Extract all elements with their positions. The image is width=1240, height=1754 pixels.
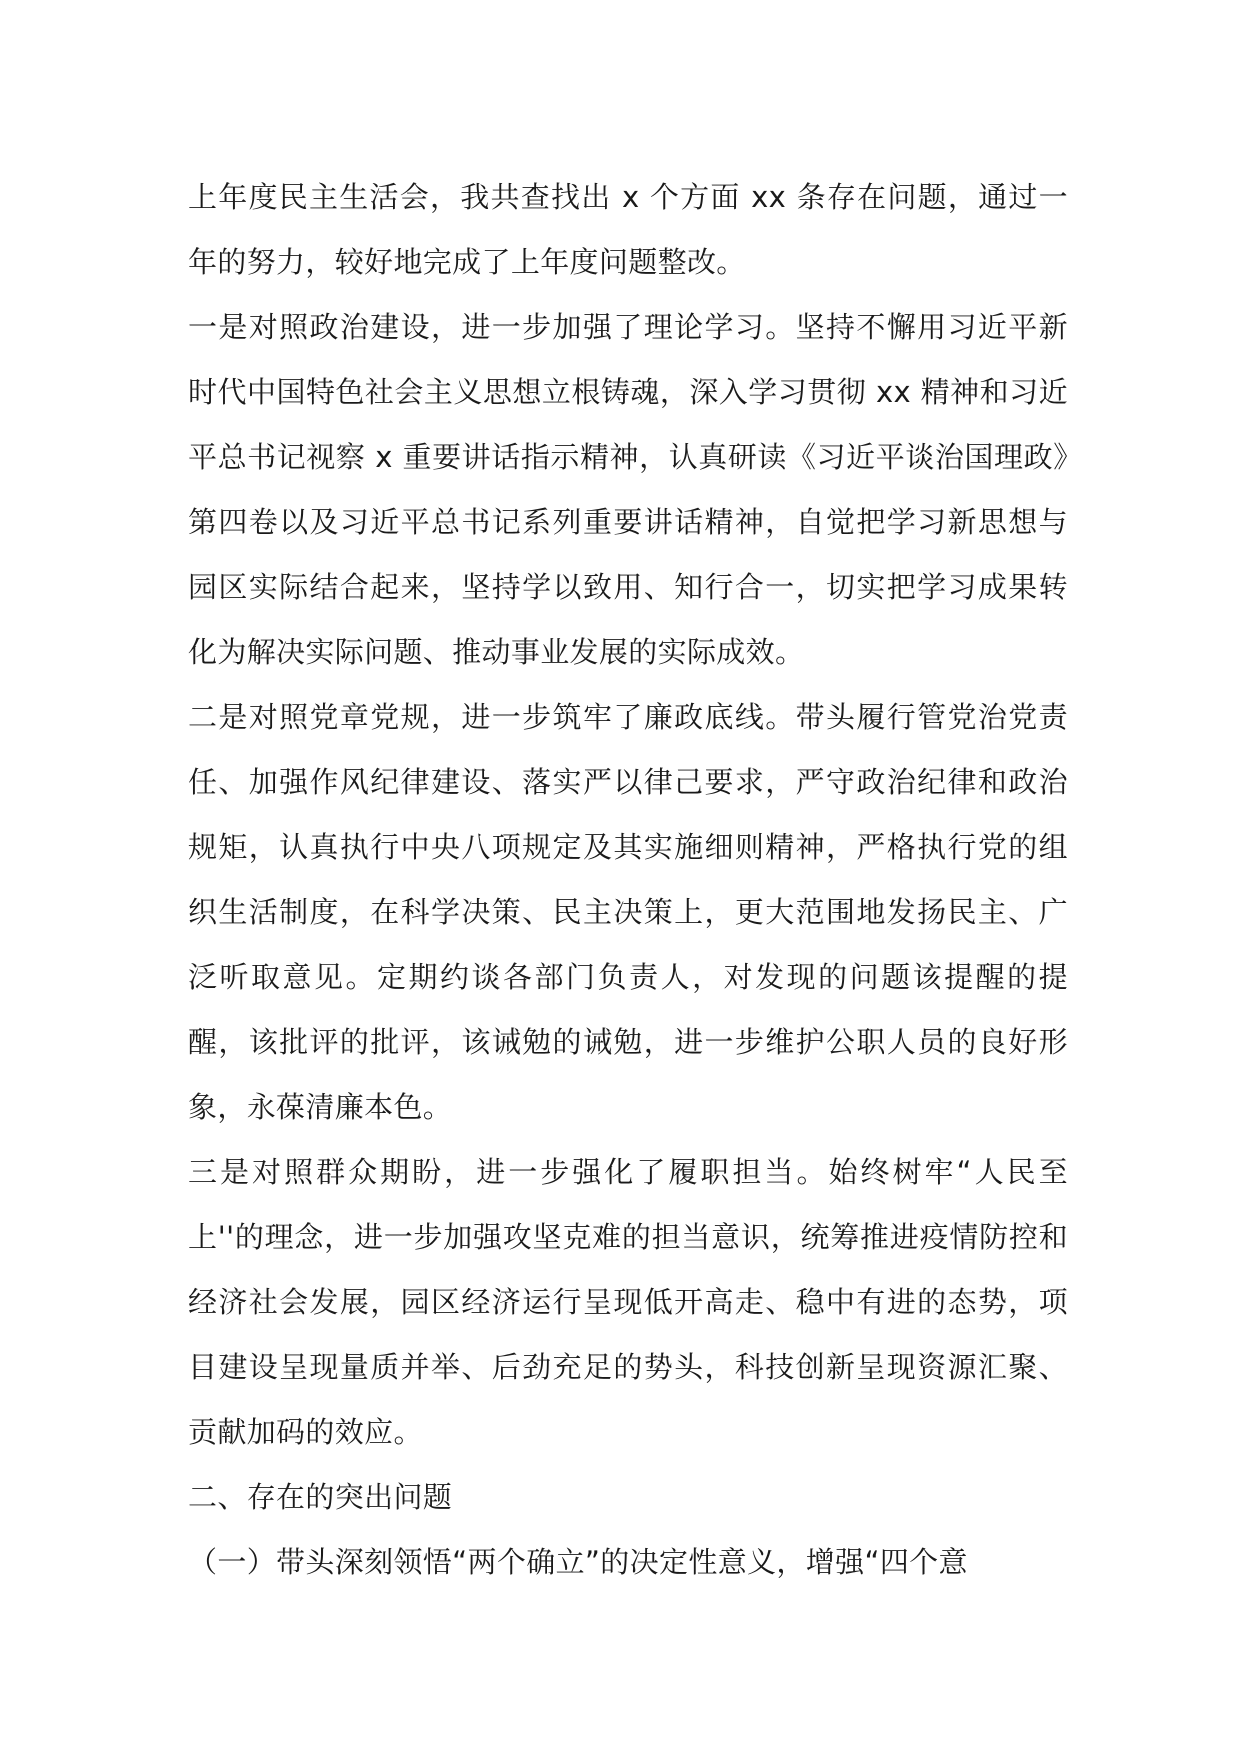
paragraph-public-expectations: 三是对照群众期盼，进一步强化了履职担当。始终树牢“人民至上''的理念，进一步加强攻坚克难的担当意识，统筹推进疫情防控和经济社会发展，园区经济运行呈现低开高走、稳中有进的态势，项目建设呈现量质并举、后劲充足的势头，科技创新呈现资源汇聚、贡献加码的效应。: [188, 1155, 1068, 1449]
paragraph-party-rules: 二是对照党章党规，进一步筑牢了廉政底线。带头履行管党治党责任、加强作风纪律建设、落实严以律己要求，严守政治纪律和政治规矩，认真执行中央八项规定及其实施细则精神，严格执行党的组织生活制度，在科学决策、民主决策上，更大范围地发扬民主、广泛听取意见。定期约谈各部门负责人，对发现的问题该提醒的提醒，该批评的批评，该诫勉的诫勉，进一步维护公职人员的良好形象，永葆清廉本色。: [188, 700, 1068, 1124]
document-body: [188, 165, 1068, 1595]
paragraph-prior-year-summary: 上年度民主生活会，我共查找出 x 个方面 xx 条存在问题，通过一年的努力，较好地完成了上年度问题整改。: [188, 180, 1068, 279]
section-heading-problems: 二、存在的突出问题: [188, 1480, 453, 1514]
paragraph-political-building: 一是对照政治建设，进一步加强了理论学习。坚持不懈用习近平新时代中国特色社会主义思想立根铸魂，深入学习贯彻 xx 精神和习近平总书记视察 x 重要讲话指示精神，认真研读《习近平谈治国理政》第四卷以及习近平总书记系列重要讲话精神，自觉把学习新思想与园区实际结合起来，坚持学以致用、知行合一，切实把学习成果转化为解决实际问题、推动事业发展的实际成效。: [188, 310, 1068, 669]
subsection-heading-1: （一）带头深刻领悟“两个确立”的决定性意义，增强“四个意: [188, 1545, 968, 1579]
